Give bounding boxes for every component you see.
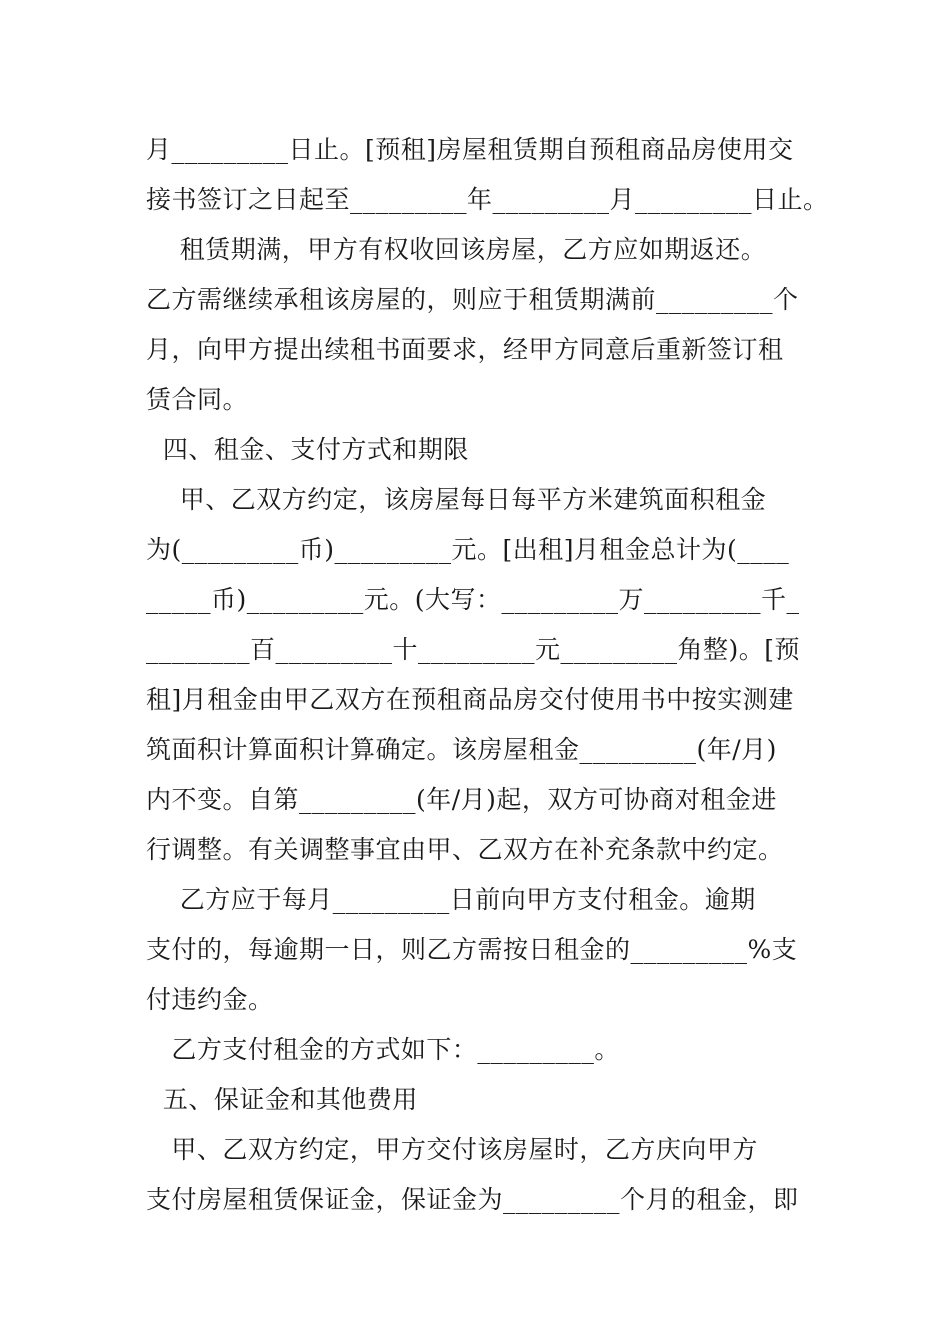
paragraph-line: 为(_________币)_________元。[出租]月租金总计为(____ [146,535,790,564]
paragraph-line: 甲、乙双方约定，该房屋每日每平方米建筑面积租金 [146,485,767,514]
paragraph-line: 筑面积计算面积计算确定。该房屋租金_________(年/月) [146,735,777,764]
paragraph-line: 行调整。有关调整事宜由甲、乙双方在补充条款中约定。 [146,835,784,864]
paragraph-line: 支付房屋租赁保证金，保证金为_________个月的租金，即 [146,1185,799,1214]
paragraph-line: 租]月租金由甲乙双方在预租商品房交付使用书中按实测建 [146,685,794,714]
paragraph-line: 乙方支付租金的方式如下：_________。 [146,1035,620,1064]
section-heading: 五、保证金和其他费用 [146,1085,418,1114]
paragraph-line: _____币)_________元。(大写：_________万_________千_ [146,585,800,614]
paragraph-line: 乙方应于每月_________日前向甲方支付租金。逾期 [146,885,756,914]
section-heading: 四、租金、支付方式和期限 [146,435,469,464]
paragraph-line: 乙方需继续承租该房屋的，则应于租赁期满前_________个 [146,285,799,314]
paragraph-line: 月_________日止。[预租]房屋租赁期自预租商品房使用交 [146,135,794,164]
paragraph-line: 赁合同。 [146,385,249,414]
paragraph-line: 租赁期满，甲方有权收回该房屋，乙方应如期返还。 [146,235,767,264]
paragraph-line: 月，向甲方提出续租书面要求，经甲方同意后重新签订租 [146,335,784,364]
paragraph-line: ________百_________十_________元_________角整)。[预 [146,635,801,664]
paragraph-line: 付违约金。 [146,985,274,1014]
paragraph-line: 支付的，每逾期一日，则乙方需按日租金的_________%支 [146,935,798,964]
paragraph-line: 接书签订之日起至_________年_________月_________日止。 [146,185,829,214]
paragraph-line: 内不变。自第_________(年/月)起，双方可协商对租金进 [146,785,777,814]
paragraph-line: 甲、乙双方约定，甲方交付该房屋时，乙方庆向甲方 [146,1135,758,1164]
